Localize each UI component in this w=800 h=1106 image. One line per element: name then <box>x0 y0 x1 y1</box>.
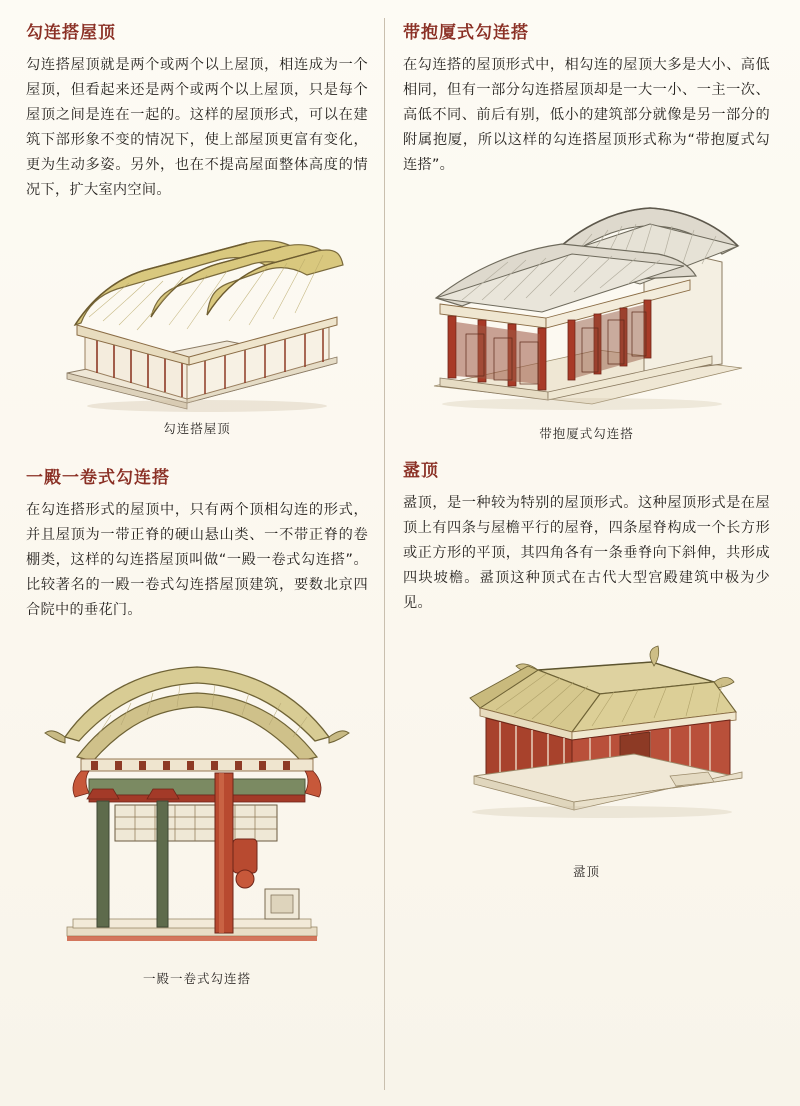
section-text-yidian-yijuan: 在勾连搭形式的屋顶中，只有两个顶相勾连的形式，并且屋顶为一带正脊的硬山悬山类、一不带正脊的卷棚类，这样的勾连搭屋顶叫做“一殿一卷式勾连搭”。比较著名的一殿一卷式勾连搭屋顶建筑，要数北京四合院中的垂花门。 <box>26 502 368 618</box>
spacer <box>26 437 368 463</box>
figure-baoxia <box>403 188 770 442</box>
section-text-baoxia: 在勾连搭的屋顶形式中，相勾连的屋顶大多是大小、高低相同，但有一部分勾连搭屋顶却是一大一小、一主一次、高低不同、前后有别，低小的建筑部分就像是另一部分的附属抱厦，所以这样的勾连搭屋顶形式称为“带抱厦式勾连搭”。 <box>403 57 770 173</box>
section-title-yidian-yijuan: 一殿一卷式勾连搭 <box>26 468 170 488</box>
right-column <box>395 18 770 1090</box>
spacer <box>403 442 770 456</box>
illustration-baoxia <box>422 188 752 418</box>
figure-yidian-yijuan <box>26 633 368 987</box>
hanging-pendant <box>233 839 257 888</box>
illustration-yidian-yijuan <box>37 633 357 963</box>
section-title-goulianda-roof: 勾连搭屋顶 <box>26 23 116 43</box>
figure-caption-goulianda-roof: 勾连搭屋顶 <box>163 421 231 436</box>
figure-caption-luding: 盝顶 <box>572 864 600 879</box>
illustration-luding <box>422 626 752 856</box>
figure-goulianda-roof <box>26 213 368 437</box>
column-divider <box>384 18 385 1090</box>
illustration-goulianda-roof <box>37 213 357 413</box>
section-text-luding: 盝顶，是一种较为特别的屋顶形式。这种屋顶形式是在屋顶上有四条与屋檐平行的屋脊，四条屋脊构成一个长方形或正方形的平顶，其四角各有一条垂脊向下斜伸，共形成四块坡檐。盝顶这种顶式在古代大型宫殿建筑中极为少见。 <box>403 495 770 611</box>
figure-caption-baoxia: 带抱厦式勾连搭 <box>539 426 634 441</box>
section-title-luding: 盝顶 <box>403 461 439 481</box>
figure-luding <box>403 626 770 880</box>
section-title-baoxia: 带抱厦式勾连搭 <box>403 23 529 43</box>
two-column-layout <box>26 18 774 1090</box>
section-text-goulianda-roof: 勾连搭屋顶就是两个或两个以上屋顶，相连成为一个屋顶，但看起来还是两个或两个以上屋顶，只是每个屋顶之间是连在一起的。这样的屋顶形式，可以在建筑下部形象不变的情况下，使上部屋顶更富有变化，更为生动多姿。另外，也在不提高屋面整体高度的情况下，扩大室内空间。 <box>26 57 368 198</box>
left-column <box>26 18 384 1090</box>
figure-caption-yidian-yijuan: 一殿一卷式勾连搭 <box>142 971 251 986</box>
